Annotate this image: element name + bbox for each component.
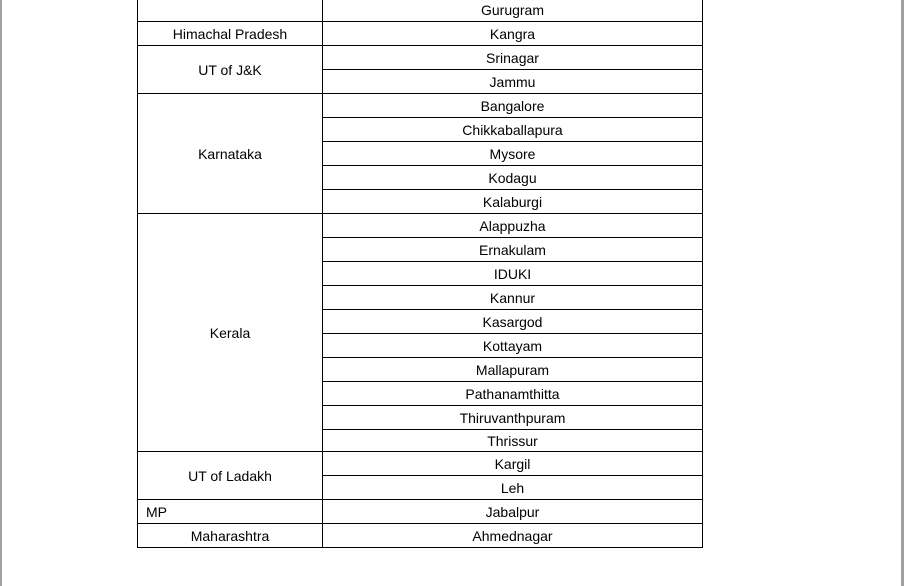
table-row	[138, 0, 703, 22]
state-district-table	[137, 0, 703, 548]
district-cell: Jammu	[323, 70, 703, 94]
state-cell	[138, 0, 323, 22]
table-row	[138, 46, 703, 70]
district-cell: Mallapuram	[323, 358, 703, 382]
state-cell: Kerala	[138, 214, 323, 452]
district-cell: Alappuzha	[323, 214, 703, 238]
district-cell: Gurugram	[323, 0, 703, 22]
table-row	[138, 22, 703, 46]
state-cell: Himachal Pradesh	[138, 22, 323, 46]
district-cell: Kannur	[323, 286, 703, 310]
district-cell: Pathanamthitta	[323, 382, 703, 406]
district-cell: Thrissur	[323, 430, 703, 452]
table-row	[138, 452, 703, 476]
district-cell: Leh	[323, 476, 703, 500]
district-cell: Thiruvanthpuram	[323, 406, 703, 430]
table-row	[138, 524, 703, 548]
district-cell: Bangalore	[323, 94, 703, 118]
table-row	[138, 94, 703, 118]
window-left-border	[0, 0, 2, 586]
district-cell: IDUKI	[323, 262, 703, 286]
district-cell: Chikkaballapura	[323, 118, 703, 142]
state-cell: UT of Ladakh	[138, 452, 323, 500]
district-cell: Srinagar	[323, 46, 703, 70]
district-cell: Ahmednagar	[323, 524, 703, 548]
district-cell: Kangra	[323, 22, 703, 46]
district-cell: Mysore	[323, 142, 703, 166]
district-cell: Kottayam	[323, 334, 703, 358]
district-cell: Jabalpur	[323, 500, 703, 524]
district-cell: Kasargod	[323, 310, 703, 334]
district-cell: Kargil	[323, 452, 703, 476]
district-cell: Kalaburgi	[323, 190, 703, 214]
state-cell: UT of J&K	[138, 46, 323, 94]
table-row	[138, 500, 703, 524]
table-row	[138, 214, 703, 238]
table-body	[138, 0, 703, 548]
district-cell: Ernakulam	[323, 238, 703, 262]
state-cell: Karnataka	[138, 94, 323, 214]
district-cell: Kodagu	[323, 166, 703, 190]
state-cell: MP	[138, 500, 323, 524]
state-cell: Maharashtra	[138, 524, 323, 548]
